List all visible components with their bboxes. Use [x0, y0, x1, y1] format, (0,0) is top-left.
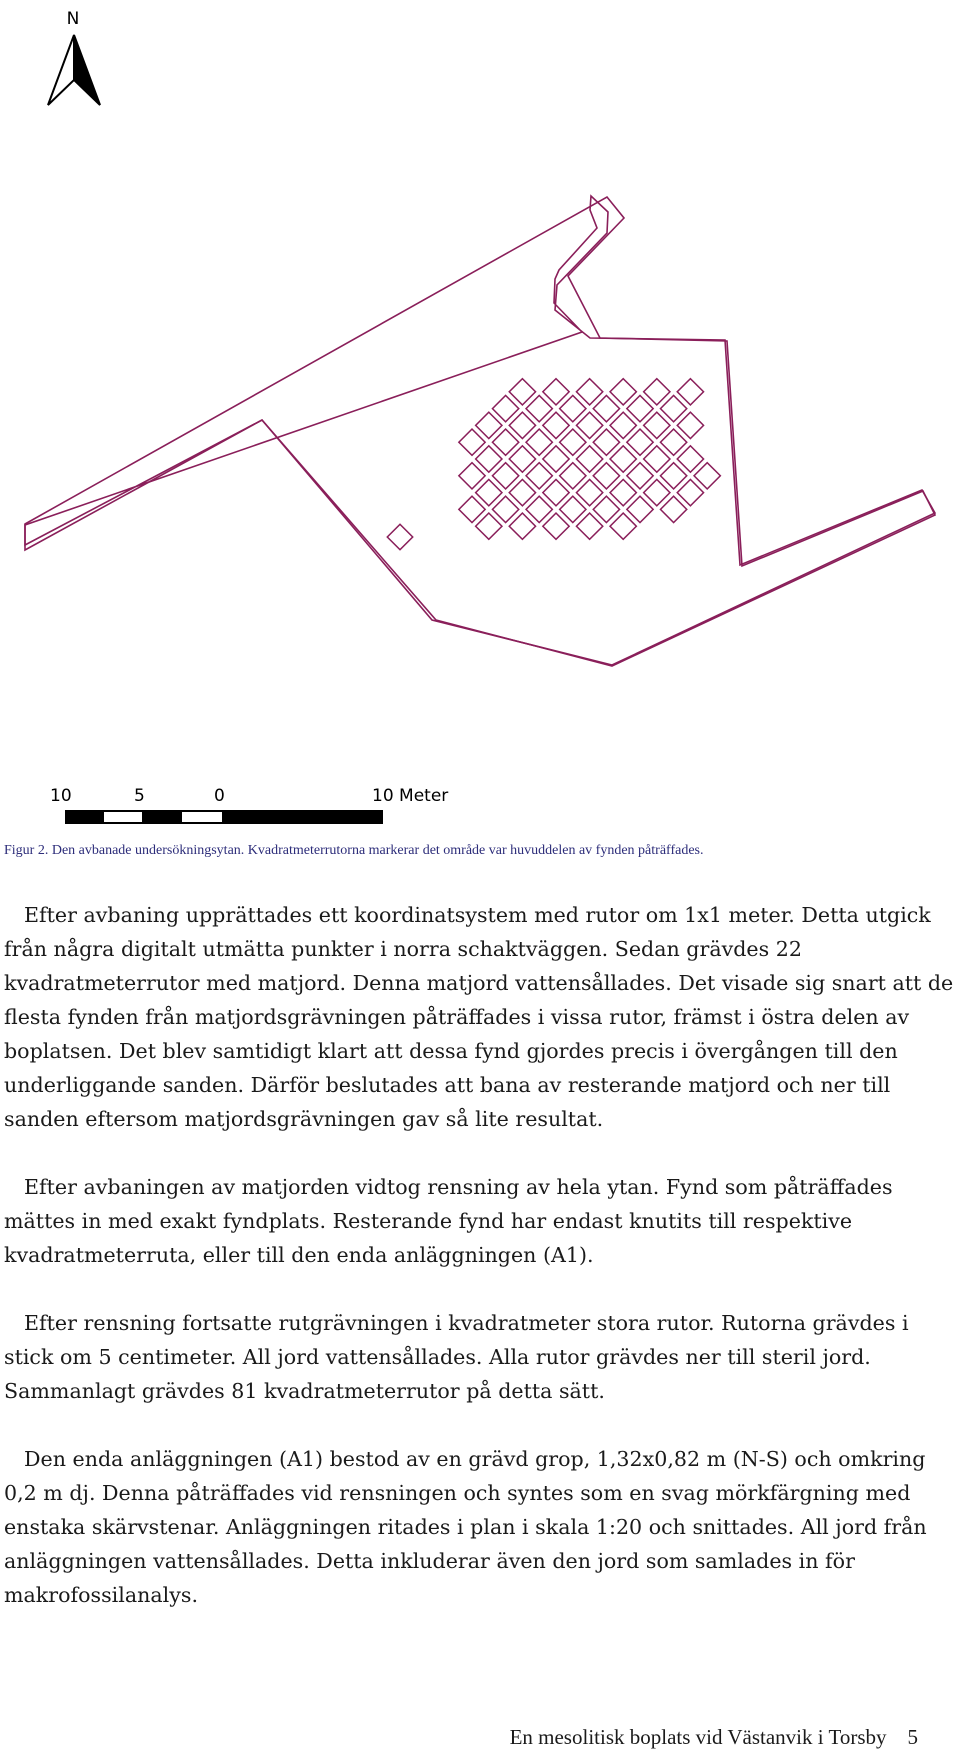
grid-square [526, 395, 552, 421]
grid-square [677, 379, 703, 405]
grid-square [644, 379, 670, 405]
north-label: N [66, 9, 80, 29]
grid-square [610, 379, 636, 405]
grid-square [627, 496, 653, 522]
grid-square [560, 496, 586, 522]
grid-square [644, 479, 670, 505]
grid-square [459, 463, 485, 489]
paragraph-2: Efter avbaningen av matjorden vidtog rensning av hela ytan. Fynd som påträffades mättes in med exakt fyndplats. Resterande fynd har endast knutits till respektive kvadratmeterruta, eller till den enda anläggningen (A1). [4, 1175, 893, 1267]
grid-square [610, 446, 636, 472]
grid-square [560, 429, 586, 455]
grid-square [593, 429, 619, 455]
grid-square [492, 429, 518, 455]
scale-label-5: 5 [134, 786, 145, 806]
grid-square [476, 446, 502, 472]
paragraph-4: Den enda anläggningen (A1) bestod av en grävd grop, 1,32x0,82 m (N-S) och omkring 0,2 m dj. Denna påträffades vid rensningen och syntes som en svag mörkfärgning med enstaka skärvstenar. Anläggningen ritades i plan i skala 1:20 och snittades. All jord från anläggningen vattensållades. Detta inkluderar även den jord som samlades in för makrofossilanalys. [4, 1447, 927, 1607]
footer-title: En mesolitisk boplats vid Västanvik i Torsby [509, 1725, 887, 1749]
grid-square [492, 496, 518, 522]
grid-square [526, 463, 552, 489]
grid-square [509, 446, 535, 472]
grid-square [660, 429, 686, 455]
grid-square [526, 429, 552, 455]
grid-square [677, 479, 703, 505]
grid-square [476, 479, 502, 505]
grid-square [543, 479, 569, 505]
square-metre-grid [459, 379, 721, 540]
grid-square [543, 379, 569, 405]
grid-square [509, 379, 535, 405]
trench-outline [25, 197, 935, 666]
grid-square [660, 463, 686, 489]
grid-square [627, 463, 653, 489]
grid-square [459, 429, 485, 455]
grid-square [610, 412, 636, 438]
grid-square [644, 412, 670, 438]
north-arrow-icon [48, 35, 100, 105]
grid-square [593, 496, 619, 522]
grid-square [476, 513, 502, 539]
page-footer [510, 1725, 918, 1750]
grid-square [560, 463, 586, 489]
grid-square [476, 412, 502, 438]
grid-square [543, 446, 569, 472]
grid-square [677, 412, 703, 438]
scale-label-meter: 10 Meter [372, 786, 449, 806]
grid-square [543, 412, 569, 438]
grid-square [576, 412, 602, 438]
grid-square [627, 395, 653, 421]
grid-square [576, 479, 602, 505]
excavation-outline-simple [24, 196, 935, 666]
grid-square [644, 446, 670, 472]
scale-label-0: 0 [214, 786, 225, 806]
grid-square [492, 463, 518, 489]
grid-square [694, 463, 720, 489]
grid-square [509, 479, 535, 505]
figure-caption: Figur 2. Den avbanade undersökningsytan. Kvadratmeterrutorna markerar det område var huvuddelen av fynden påträffades. [4, 843, 704, 858]
paragraph-3: Efter rensning fortsatte rutgrävningen i kvadratmeter stora rutor. Rutorna grävdes i stick om 5 centimeter. All jord vattensållades. Alla rutor grävdes ner till steril jord. Sammanlagt grävdes 81 kvadratmeterrutor på detta sätt. [4, 1311, 909, 1403]
grid-square [560, 395, 586, 421]
grid-square [593, 395, 619, 421]
grid-square [576, 513, 602, 539]
grid-square [610, 513, 636, 539]
grid-square [627, 429, 653, 455]
grid-square [576, 446, 602, 472]
grid-square [660, 395, 686, 421]
site-plan-map [0, 0, 960, 830]
paragraph-1: Efter avbaning upprättades ett koordinatsystem med rutor om 1x1 meter. Detta utgick från några digitalt utmätta punkter i norra schaktväggen. Sedan grävdes 22 kvadratmeterrutor med matjord. Denna matjord vattensållades. Det visade sig snart att de flesta fynden från matjordsgrävningen påträffades i vissa rutor, främst i östra delen av boplatsen. Det blev samtidigt klart att dessa fynd gjordes precis i övergången till den underliggande sanden. Därför beslutades att bana av resterande matjord och ner till sanden eftersom matjordsgrävningen gav så lite resultat. [4, 903, 954, 1131]
grid-square [660, 496, 686, 522]
grid-square [459, 496, 485, 522]
scale-bar [66, 811, 382, 823]
grid-square [677, 446, 703, 472]
grid-square [576, 379, 602, 405]
grid-square [509, 513, 535, 539]
grid-square [526, 496, 552, 522]
grid-square [610, 479, 636, 505]
grid-square [509, 412, 535, 438]
grid-square [593, 463, 619, 489]
grid-square [492, 395, 518, 421]
page-number: 5 [907, 1725, 918, 1749]
grid-square [543, 513, 569, 539]
scale-label-10: 10 [50, 786, 72, 806]
single-square [387, 524, 412, 549]
